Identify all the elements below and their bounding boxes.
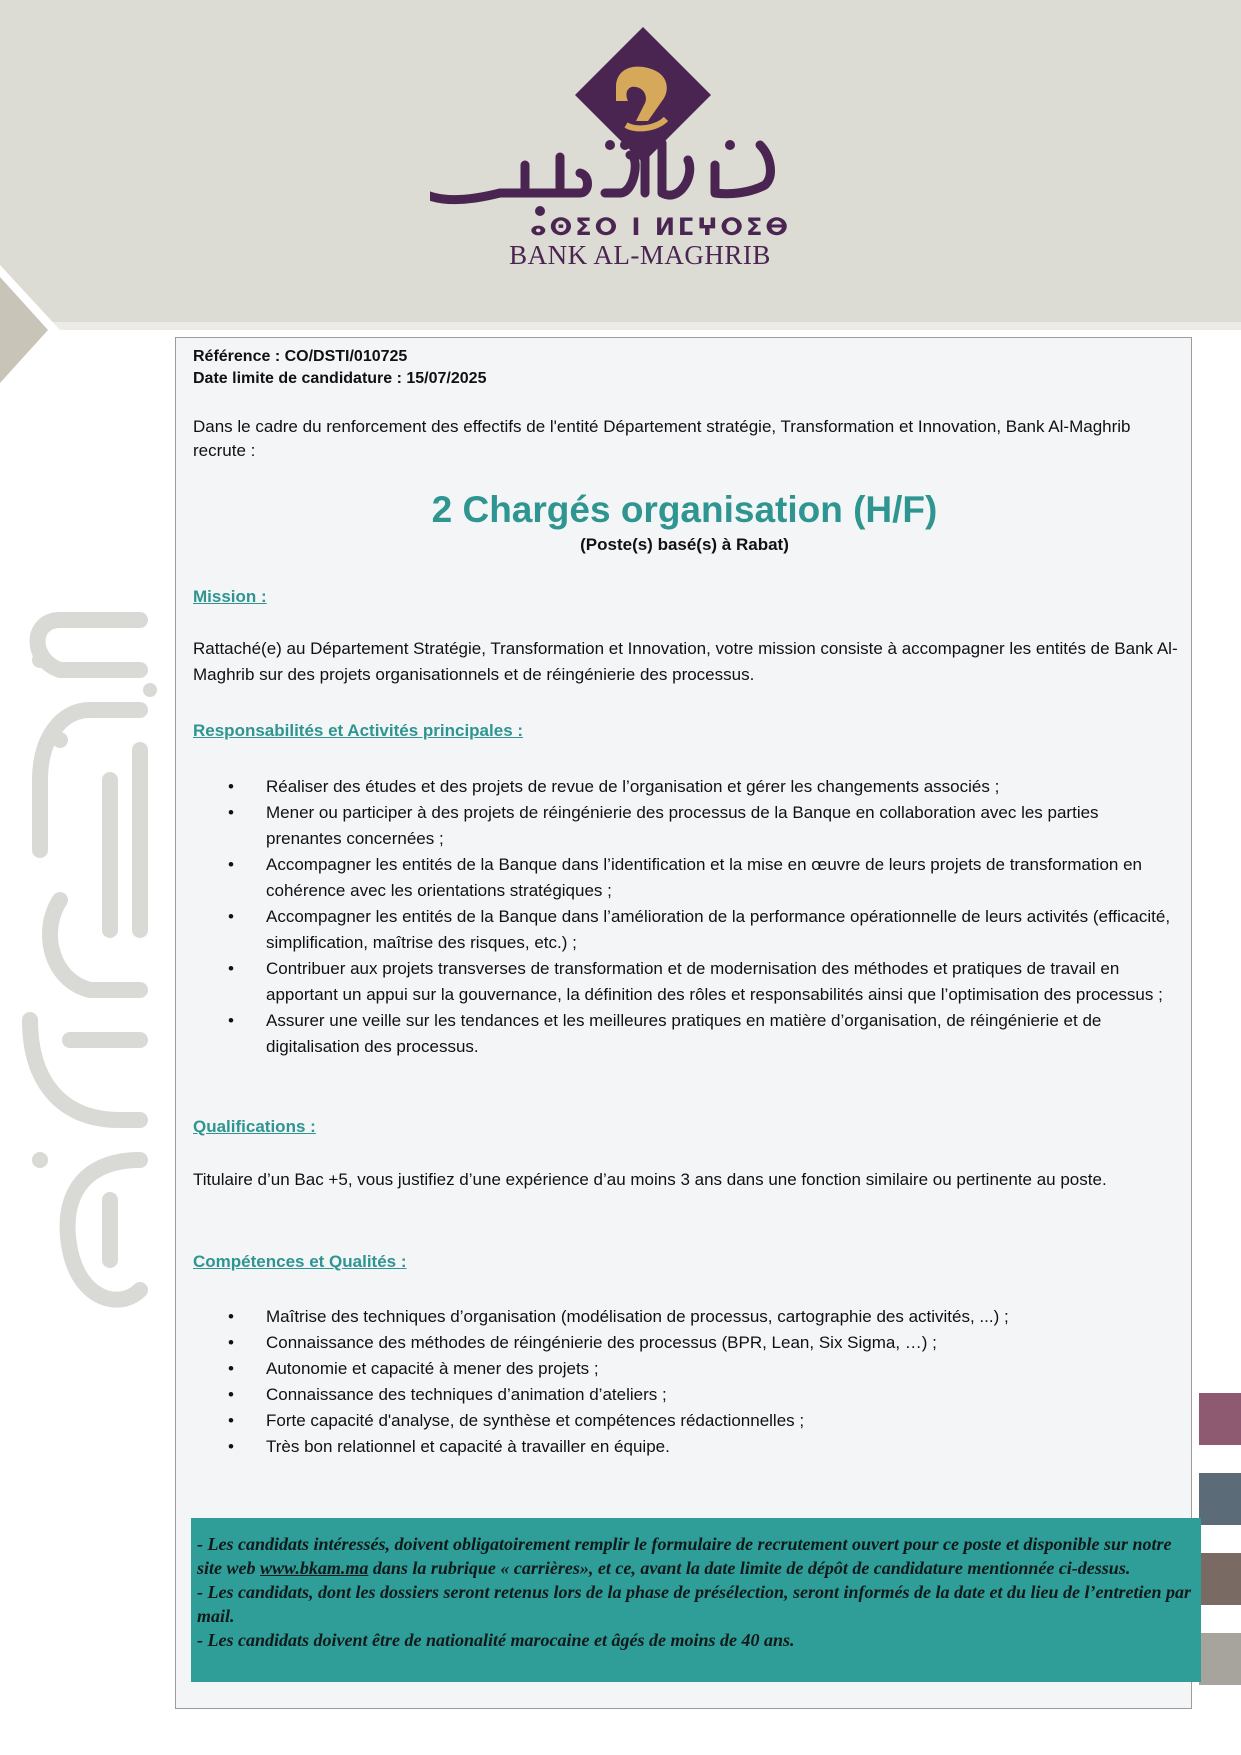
side-calligraphy-watermark [0, 600, 175, 1320]
header-underline [0, 322, 1241, 330]
list-item: • Réaliser des études et des projets de revue de l’organisation et gérer les changements associés ; [176, 774, 1193, 800]
notice-paragraph-interview: - Les candidats, dont les dossiers seront retenus lors de la phase de présélection, seront informés de la date et du lieu de l’entretien par mail. [197, 1582, 1191, 1626]
logo-emblem-icon [430, 25, 810, 225]
notice-paragraph-apply [197, 1532, 1195, 1580]
bkam-website-link[interactable]: www.bkam.ma [260, 1558, 369, 1578]
bank-al-maghrib-logo [430, 25, 810, 270]
mission-text: Rattaché(e) au Département Stratégie, Transformation et Innovation, votre mission consiste à accompagner les entités de Bank Al-Maghrib sur des projets organisationnels et de réingénierie des processus. [193, 639, 1178, 684]
list-item: • Maîtrise des techniques d’organisation (modélisation de processus, cartographie des activités, ...) ; [176, 1304, 1193, 1330]
color-swatch-slate [1199, 1473, 1241, 1525]
qualifications-text: Titulaire d’un Bac +5, vous justifiez d’une expérience d’au moins 3 ans dans une fonction similaire ou pertinente au poste. [193, 1170, 1107, 1189]
list-item: • Accompagner les entités de la Banque dans l’identification et la mise en œuvre de leurs projets de transformation en cohérence avec les orientations stratégiques ; [176, 852, 1193, 904]
notice-text: - Les candidats intéressés, doivent obligatoirement remplir le formulaire de recrutement ouvert pour ce poste et disponible sur notre site web [197, 1534, 1172, 1578]
left-chevron-decoration [0, 265, 64, 395]
job-posting-box [175, 337, 1192, 1709]
list-item: • Contribuer aux projets transverses de transformation et de modernisation des méthodes et pratiques de travail en apportant un appui sur la gouvernance, la définition des rôles et responsabilités ainsi que l’optimisation des processus ; [176, 956, 1193, 1008]
reference-number: Référence : CO/DSTI/010725 [193, 348, 408, 365]
responsibilities-heading: Responsabilités et Activités principales : [193, 721, 524, 740]
notice-paragraph-eligibility: - Les candidats doivent être de nationalité marocaine et âgés de moins de 40 ans. [197, 1630, 795, 1650]
logo-tifinagh-text: ⴰⵙⵉⵔ ⵏ ⵍⵎⵖⵔⵉⴱ [530, 213, 791, 241]
competences-heading: Compétences et Qualités : [193, 1252, 407, 1271]
list-item: • Connaissance des techniques d’animation d’ateliers ; [176, 1382, 1193, 1408]
list-item: • Connaissance des méthodes de réingénierie des processus (BPR, Lean, Six Sigma, …) ; [176, 1330, 1193, 1356]
list-item: • Très bon relationnel et capacité à travailler en équipe. [176, 1434, 1193, 1460]
job-location: (Poste(s) basé(s) à Rabat) [580, 535, 789, 554]
color-swatch-grey [1199, 1633, 1241, 1685]
qualifications-heading: Qualifications : [193, 1117, 316, 1136]
list-item: • Accompagner les entités de la Banque dans l’amélioration de la performance opérationnelle de leurs activités (efficacité, simplification, maîtrise des risques, etc.) ; [176, 904, 1193, 956]
color-swatch-mauve [1199, 1393, 1241, 1445]
list-item: • Autonomie et capacité à mener des projets ; [176, 1356, 1193, 1382]
application-deadline: Date limite de candidature : 15/07/2025 [193, 370, 487, 387]
logo-latin-text: BANK AL-MAGHRIB [509, 240, 771, 270]
application-notice [191, 1518, 1201, 1682]
color-swatch-taupe [1199, 1553, 1241, 1605]
notice-text: dans la rubrique « carrières», et ce, avant la date limite de dépôt de candidature mentionnée ci-dessus. [368, 1558, 1131, 1578]
list-item: • Mener ou participer à des projets de réingénierie des processus de la Banque en collaboration avec les parties prenantes concernées ; [176, 800, 1193, 852]
competences-list [176, 1304, 1193, 1460]
list-item: • Forte capacité d'analyse, de synthèse et compétences rédactionnelles ; [176, 1408, 1193, 1434]
list-item: • Assurer une veille sur les tendances et les meilleures pratiques en matière d’organisation, de réingénierie et de digitalisation des processus. [176, 1008, 1193, 1060]
responsibilities-list [176, 774, 1193, 1060]
mission-heading: Mission : [193, 587, 267, 606]
intro-text: Dans le cadre du renforcement des effectifs de l'entité Département stratégie, Transformation et Innovation, Bank Al-Maghrib recrute : [193, 417, 1131, 460]
job-title: 2 Chargés organisation (H/F) [431, 489, 938, 530]
reference-block [193, 346, 486, 390]
